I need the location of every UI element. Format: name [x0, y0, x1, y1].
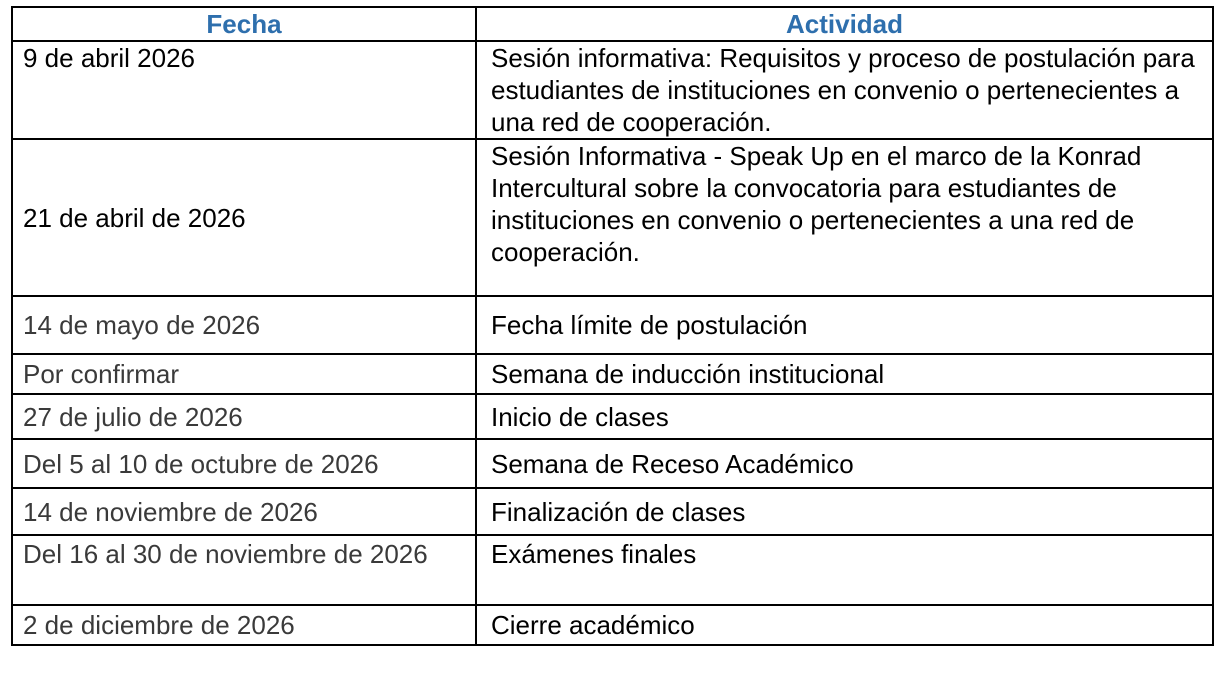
- table-row: [12, 605, 1213, 645]
- row-activity: Semana de Receso Académico: [476, 439, 1213, 488]
- row-date: 9 de abril 2026: [12, 41, 476, 139]
- row-activity: Semana de inducción institucional: [476, 354, 1213, 394]
- row-date: Del 5 al 10 de octubre de 2026: [12, 439, 476, 488]
- header-date: Fecha: [12, 7, 476, 41]
- table-row: [12, 394, 1213, 439]
- row-activity: Sesión informativa: Requisitos y proceso de postulación para estudiantes de instituciones en convenio o pertenecientes a una red de cooperación.: [476, 41, 1213, 139]
- row-date: Del 16 al 30 de noviembre de 2026: [12, 535, 476, 605]
- row-date: 14 de mayo de 2026: [12, 296, 476, 354]
- table-row: [12, 41, 1213, 139]
- table-row: [12, 535, 1213, 605]
- schedule-table: [11, 6, 1214, 646]
- table-row: [12, 296, 1213, 354]
- row-activity: Inicio de clases: [476, 394, 1213, 439]
- row-activity: Finalización de clases: [476, 488, 1213, 535]
- table-row: [12, 139, 1213, 296]
- row-activity: Exámenes finales: [476, 535, 1213, 605]
- header-row: [12, 7, 1213, 41]
- table-row: [12, 488, 1213, 535]
- row-activity: Sesión Informativa - Speak Up en el marco de la Konrad Intercultural sobre la convocatoria para estudiantes de instituciones en convenio o pertenecientes a una red de cooperación.: [476, 139, 1213, 296]
- row-activity: Fecha límite de postulación: [476, 296, 1213, 354]
- row-activity: Cierre académico: [476, 605, 1213, 645]
- header-activity: Actividad: [476, 7, 1213, 41]
- row-date: 27 de julio de 2026: [12, 394, 476, 439]
- table-row: [12, 439, 1213, 488]
- row-date: 14 de noviembre de 2026: [12, 488, 476, 535]
- table-row: [12, 354, 1213, 394]
- row-date: Por confirmar: [12, 354, 476, 394]
- row-date: 2 de diciembre de 2026: [12, 605, 476, 645]
- row-date: 21 de abril de 2026: [12, 139, 476, 296]
